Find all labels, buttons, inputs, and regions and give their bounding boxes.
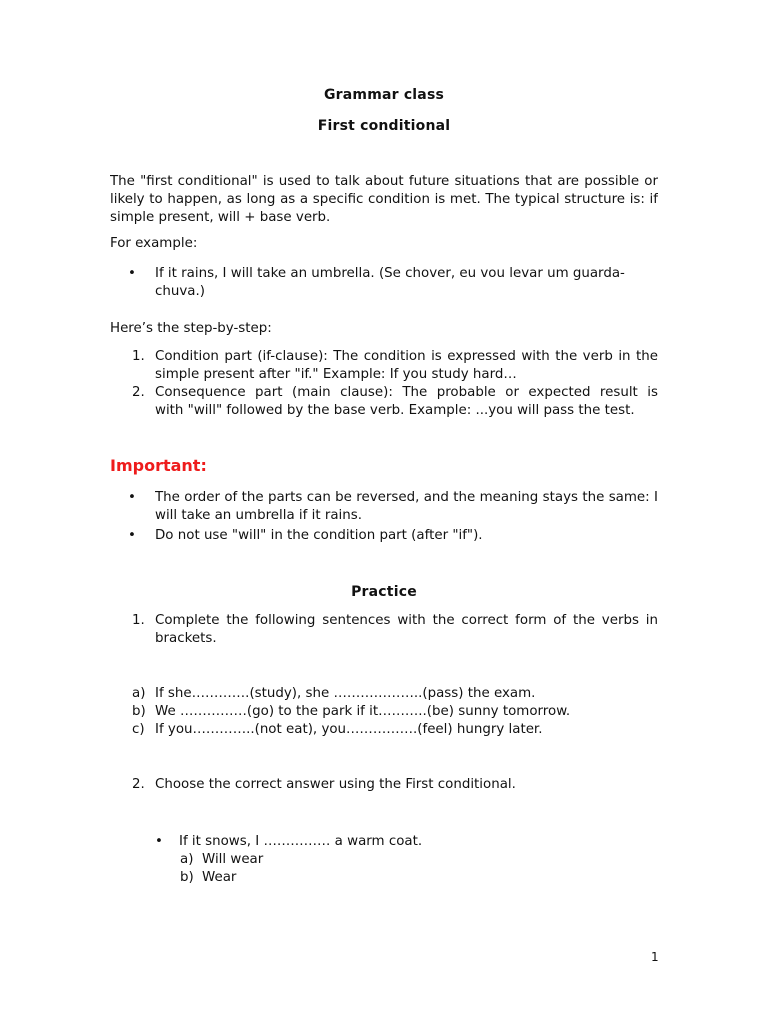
option-text: Wear: [202, 870, 237, 885]
bullet-icon: •: [155, 834, 163, 849]
exercise-instructions: [155, 612, 658, 648]
step-line: simple present after "if." Example: If you study hard…: [155, 367, 517, 382]
fill-in-sentence: If she………….(study), she ………………..(pass) the exam.: [155, 686, 536, 701]
steps-heading: Here’s the step-by-step:: [110, 321, 272, 336]
step-text: [155, 384, 658, 420]
list-marker: b): [132, 704, 146, 719]
list-marker: 2.: [132, 777, 145, 792]
example-text: If it rains, I will take an umbrella. (Se chover, eu vou levar um guarda-chuva.): [155, 266, 625, 299]
step-line: with "will" followed by the base verb. Example: ...you will pass the test.: [155, 403, 635, 418]
fill-in-sentence: If you…………..(not eat), you…………….(feel) hungry later.: [155, 722, 543, 737]
exercise-line: brackets.: [155, 631, 217, 646]
step-line: Consequence part (main clause): The probable or expected result is: [155, 385, 658, 400]
exercise-line: Complete the following sentences with the correct form of the verbs in: [155, 613, 658, 628]
bullet-icon: •: [128, 490, 136, 505]
intro-line: The "first conditional" is used to talk about future situations that are possible or: [110, 174, 658, 189]
for-example-label: For example:: [110, 236, 198, 251]
important-line: will take an umbrella if it rains.: [155, 508, 362, 523]
important-line: The order of the parts can be reversed, and the meaning stays the same: I: [155, 490, 658, 505]
intro-paragraph: [110, 173, 658, 227]
option-marker: a): [180, 852, 194, 867]
bullet-icon: •: [128, 528, 136, 543]
list-marker: 2.: [132, 385, 145, 400]
option-marker: b): [180, 870, 194, 885]
fill-in-sentence: We ……………(go) to the park if it………..(be) sunny tomorrow.: [155, 704, 571, 719]
important-heading: Important:: [110, 456, 207, 475]
list-marker: 1.: [132, 613, 145, 628]
intro-line: simple present, will + base verb.: [110, 210, 331, 225]
page-subtitle: First conditional: [317, 118, 451, 134]
step-line: Condition part (if-clause): The condition is expressed with the verb in the: [155, 349, 658, 364]
question-text: If it snows, I …………… a warm coat.: [179, 834, 423, 849]
bullet-icon: •: [128, 266, 136, 281]
step-text: [155, 348, 658, 384]
page-title: Grammar class: [323, 87, 445, 103]
exercise-instructions: Choose the correct answer using the First conditional.: [155, 777, 516, 792]
page-number: 1: [651, 950, 659, 964]
important-text: Do not use "will" in the condition part (after "if").: [155, 528, 483, 543]
option-text: Will wear: [202, 852, 264, 867]
intro-line: likely to happen, as long as a specific condition is met. The typical structure is: if: [110, 192, 658, 207]
list-marker: a): [132, 686, 146, 701]
list-marker: 1.: [132, 349, 145, 364]
important-text: [155, 489, 658, 525]
list-marker: c): [132, 722, 145, 737]
practice-heading: Practice: [351, 584, 417, 600]
